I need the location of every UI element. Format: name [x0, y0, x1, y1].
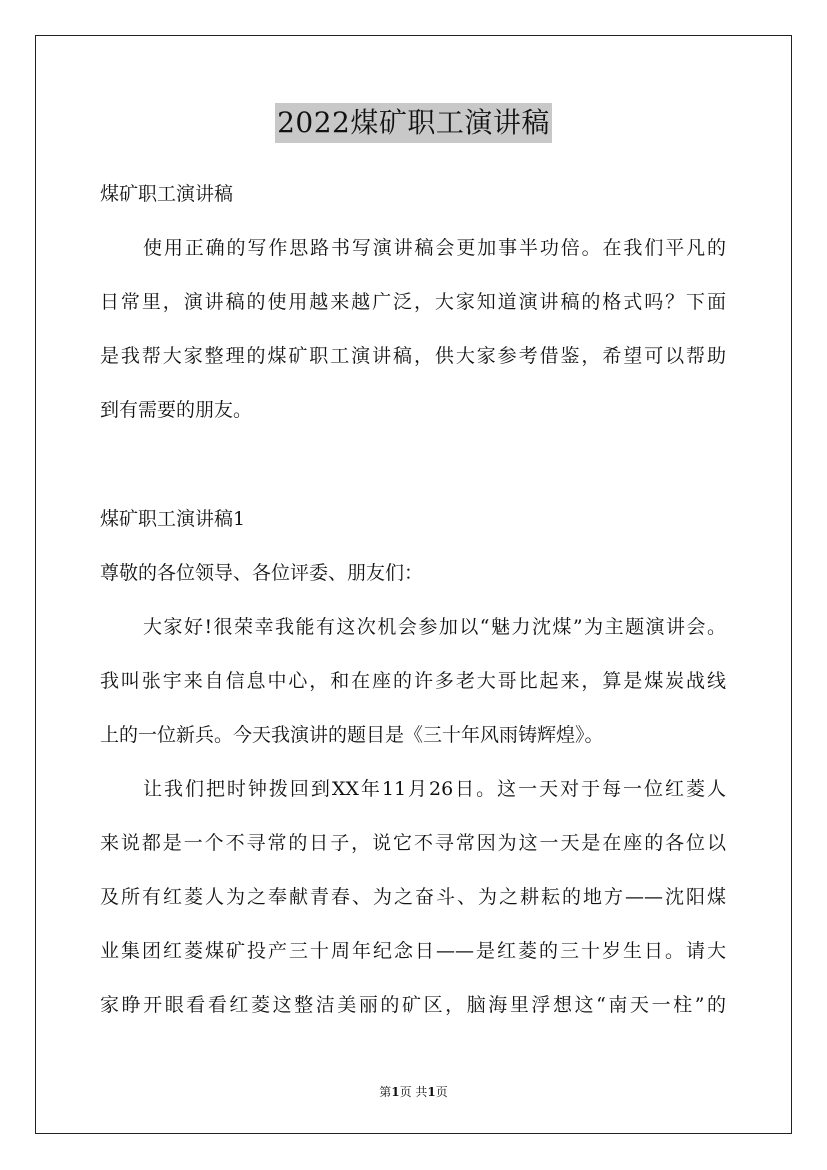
salutation: 尊敬的各位领导、各位评委、朋友们：	[100, 562, 424, 584]
intro-line: 到有需要的朋友。	[100, 399, 253, 421]
paragraph-line: 及所有红菱人为之奉献青春、为之奋斗、为之耕耘的地方——沈阳煤	[100, 886, 726, 908]
footer-page-total: 1	[427, 1085, 436, 1099]
paragraph-line: 业集团红菱煤矿投产三十周年纪念日——是红菱的三十岁生日。请大	[100, 940, 726, 962]
page-footer	[0, 1083, 827, 1100]
section-title: 煤矿职工演讲稿1	[100, 508, 246, 530]
paragraph-line: 大家好!很荣幸我能有这次机会参加以“魅力沈煤”为主题演讲会。	[143, 616, 726, 638]
paragraph-line: 家睁开眼看看红菱这整洁美丽的矿区，脑海里浮想这“南天一柱”的	[100, 994, 726, 1016]
paragraph-line: 上的一位新兵。今天我演讲的题目是《三十年风雨铸辉煌》。	[100, 724, 604, 746]
paragraph-line: 让我们把时钟拨回到XX年11月26日。这一天对于每一位红菱人	[143, 778, 726, 800]
footer-page-number: 1	[391, 1085, 400, 1099]
title-container	[0, 103, 827, 143]
footer-prefix: 第	[379, 1085, 392, 1099]
footer-mid: 页 共	[399, 1085, 428, 1099]
paragraph-line: 我叫张宇来自信息中心，和在座的许多老大哥比起来，算是煤炭战线	[100, 670, 726, 692]
footer-suffix: 页	[435, 1085, 448, 1099]
paragraph-line: 来说都是一个不寻常的日子，说它不寻常因为这一天是在座的各位以	[100, 832, 726, 854]
intro-line: 日常里，演讲稿的使用越来越广泛，大家知道演讲稿的格式吗？下面	[100, 291, 726, 313]
document-title: 2022煤矿职工演讲稿	[275, 103, 552, 143]
intro-line: 使用正确的写作思路书写演讲稿会更加事半功倍。在我们平凡的	[143, 237, 726, 259]
document-heading: 煤矿职工演讲稿	[100, 183, 234, 205]
intro-line: 是我帮大家整理的煤矿职工演讲稿，供大家参考借鉴，希望可以帮助	[100, 345, 726, 367]
